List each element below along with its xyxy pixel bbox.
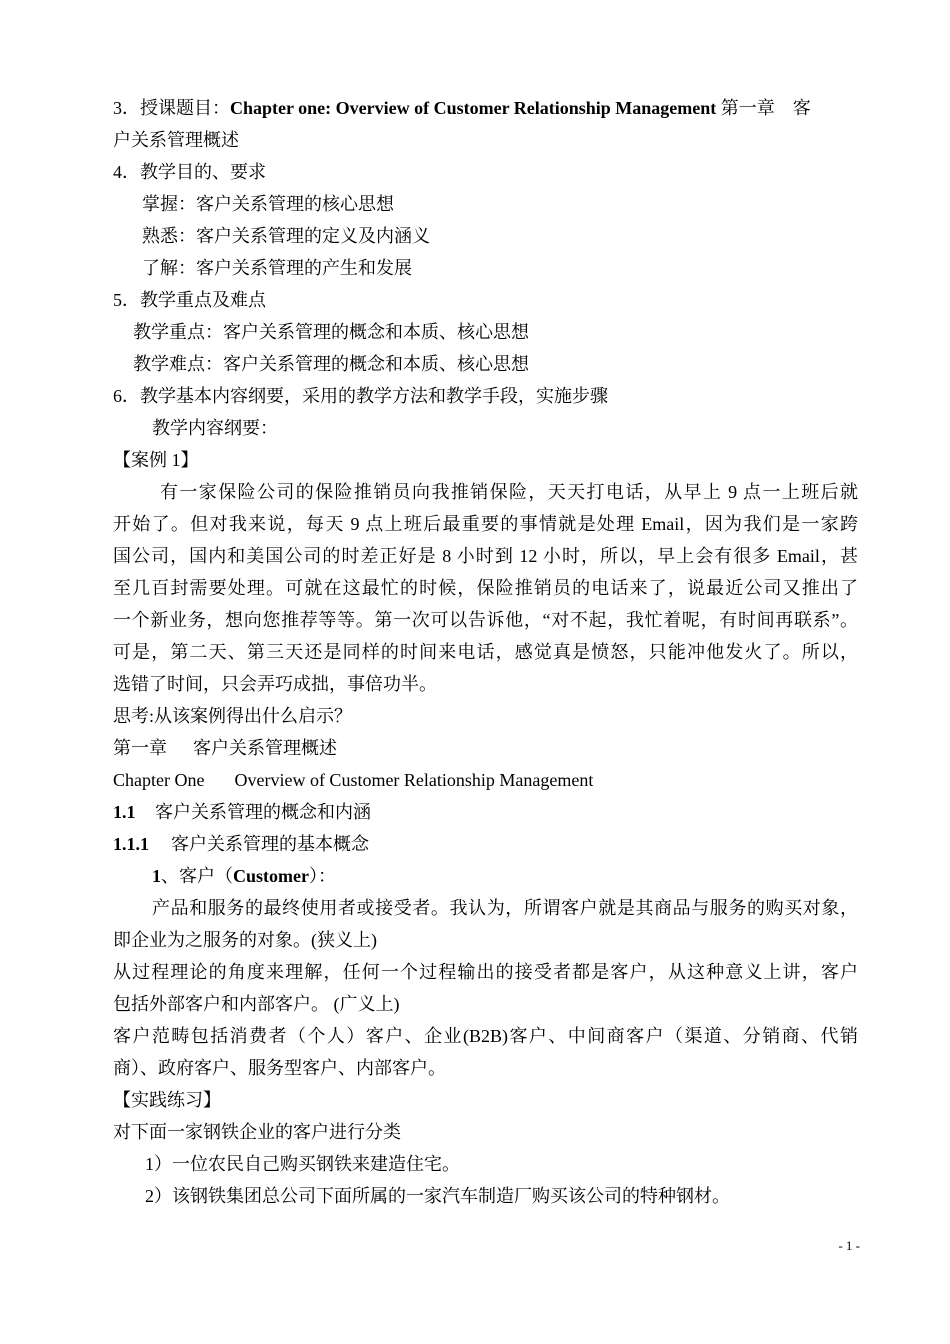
section-1-1-1-title: 客户关系管理的基本概念 (171, 834, 369, 854)
section-1-1-heading (113, 796, 858, 828)
case-1-line: 有一家保险公司的保险推销员向我推销保险，天天打电话，从早上 9 点一上班后就 (160, 482, 858, 502)
page-number: - 1 - (838, 1238, 860, 1253)
section-6-heading: 6．教学基本内容纲要，采用的教学方法和教学手段，实施步骤 (113, 386, 608, 406)
section-3-title-cn: 第一章 客 (716, 98, 811, 118)
objective-familiar: 熟悉：客户关系管理的定义及内涵义 (142, 226, 430, 246)
case-1-line: 至几百封需要处理。可就在这最忙的时候，保险推销员的电话来了，说最近公司又推出了 (113, 578, 858, 598)
paragraph-line: 包括外部客户和内部客户。 (广义上) (113, 994, 400, 1014)
paragraph-line: 商）、政府客户、服务型客户、内部客户。 (113, 1058, 446, 1078)
chapter-label-cn: 第一章 (113, 738, 167, 758)
objective-master: 掌握：客户关系管理的核心思想 (142, 194, 394, 214)
outline-label: 教学内容纲要： (152, 418, 278, 438)
practice-heading: 【实践练习】 (113, 1090, 221, 1110)
case-1-line: 开始了。但对我来说，每天 9 点上班后最重要的事情就是处理 Email，因为我们是一家跨 (113, 514, 858, 534)
paragraph-line: 产品和服务的最终使用者或接受者。我认为，所谓客户就是其商品与服务的购买对象， (152, 898, 858, 918)
objective-understand: 了解：客户关系管理的产生和发展 (142, 258, 412, 278)
paragraph-line: 即企业为之服务的对象。(狭义上) (113, 930, 377, 950)
difficult-point: 教学难点：客户关系管理的概念和本质、核心思想 (133, 354, 529, 374)
case-1-line: 选错了时间，只会弄巧成拙，事倍功半。 (113, 674, 437, 694)
practice-intro: 对下面一家钢铁企业的客户进行分类 (113, 1122, 401, 1142)
case-1-line: 可是，第二天、第三天还是同样的时间来电话，感觉真是愤怒，只能冲他发火了。所以， (113, 642, 858, 662)
case-1-heading: 【案例 1】 (113, 450, 199, 470)
item-label-end: ）： (308, 866, 336, 886)
section-4-heading: 4．教学目的、要求 (113, 162, 266, 182)
item-label-en: Customer (233, 866, 309, 886)
section-1-1-1-number: 1.1.1 (113, 834, 149, 854)
item-number: 1 (152, 866, 161, 886)
chapter-label-en: Chapter One (113, 770, 205, 790)
practice-item: 2）该钢铁集团总公司下面所属的一家汽车制造厂购买该公司的特种钢材。 (145, 1186, 730, 1206)
case-1-question: 思考:从该案例得出什么启示？ (113, 706, 352, 726)
section-1-1-title: 客户关系管理的概念和内涵 (155, 802, 371, 822)
section-3-prefix: 3．授课题目： (113, 98, 230, 118)
paragraph-line: 客户范畴包括消费者（个人）客户、企业(B2B)客户、中间商客户（渠道、分销商、代销 (113, 1026, 858, 1046)
section-3-line (113, 92, 858, 124)
section-3-title-cn-continued: 户关系管理概述 (113, 130, 239, 150)
concept-customer-heading (152, 860, 858, 892)
section-1-1-number: 1.1 (113, 802, 136, 822)
section-1-1-1-heading (113, 828, 858, 860)
paragraph-line: 从过程理论的角度来理解，任何一个过程输出的接受者都是客户，从这种意义上讲，客户 (113, 962, 858, 982)
item-label-start: 、客户（ (161, 866, 233, 886)
section-3-title-en: Chapter one: Overview of Customer Relationship Management (230, 98, 717, 118)
chapter-title-en (113, 764, 858, 796)
chapter-name-cn: 客户关系管理概述 (193, 738, 337, 758)
case-1-line: 国公司，国内和美国公司的时差正好是 8 小时到 12 小时，所以，早上会有很多 Email，甚 (113, 546, 858, 566)
chapter-title-cn (113, 732, 858, 764)
case-1-line: 一个新业务，想向您推荐等等。第一次可以告诉他，“对不起，我忙着呢，有时间再联系”。 (113, 610, 858, 630)
practice-item: 1）一位农民自己购买钢铁来建造住宅。 (145, 1154, 460, 1174)
chapter-name-en: Overview of Customer Relationship Management (234, 770, 594, 790)
key-point: 教学重点：客户关系管理的概念和本质、核心思想 (133, 322, 529, 342)
section-5-heading: 5．教学重点及难点 (113, 290, 266, 310)
